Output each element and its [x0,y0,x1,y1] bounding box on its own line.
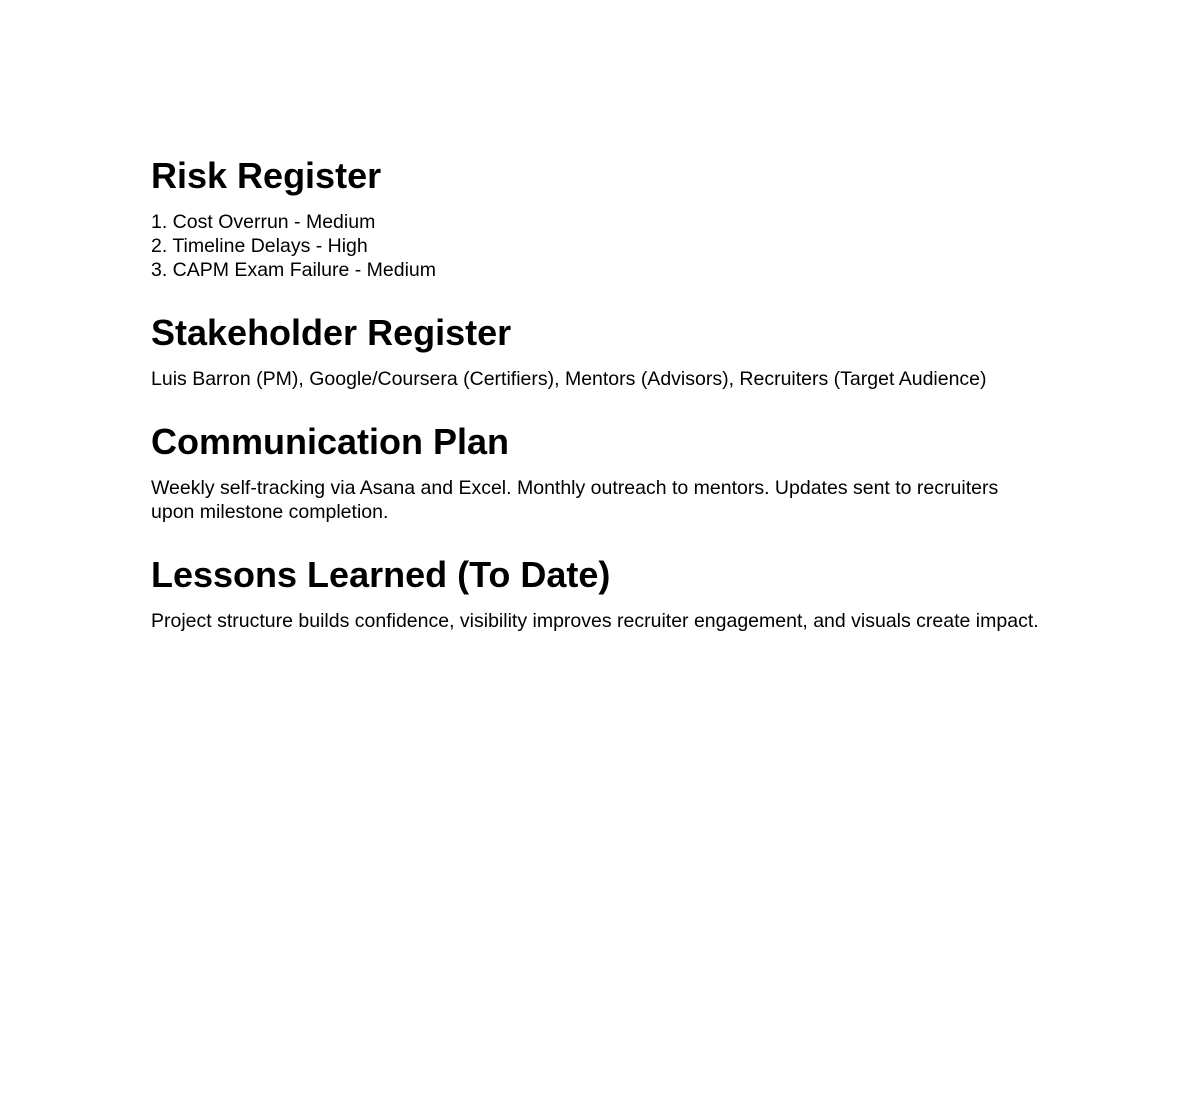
lessons-learned-text [151,609,1081,633]
stakeholder-register-heading: Stakeholder Register [151,312,512,353]
communication-plan-section [151,418,1081,524]
stakeholder-text-line: Luis Barron (PM), Google/Coursera (Certifiers), Mentors (Advisors), Recruiters (Target Audience) [151,368,987,390]
stakeholder-register-section [151,309,1081,391]
communication-text-line: upon milestone completion. [151,501,389,523]
communication-plan-text [151,476,1081,524]
lessons-text-line: Project structure builds confidence, visibility improves recruiter engagement, and visuals create impact. [151,610,1039,632]
risk-item: 1. Cost Overrun - Medium [151,211,376,233]
risk-item: 3. CAPM Exam Failure - Medium [151,259,436,281]
document-page [151,152,1081,633]
lessons-learned-heading: Lessons Learned (To Date) [151,554,611,595]
risk-register-section [151,152,1081,282]
risk-register-list [151,210,1081,282]
stakeholder-register-text [151,367,1081,391]
risk-item: 2. Timeline Delays - High [151,235,368,257]
communication-text-line: Weekly self-tracking via Asana and Excel. Monthly outreach to mentors. Updates sent to recruiters [151,477,999,499]
communication-plan-heading: Communication Plan [151,421,510,462]
risk-register-heading: Risk Register [151,155,382,196]
lessons-learned-section [151,551,1081,633]
